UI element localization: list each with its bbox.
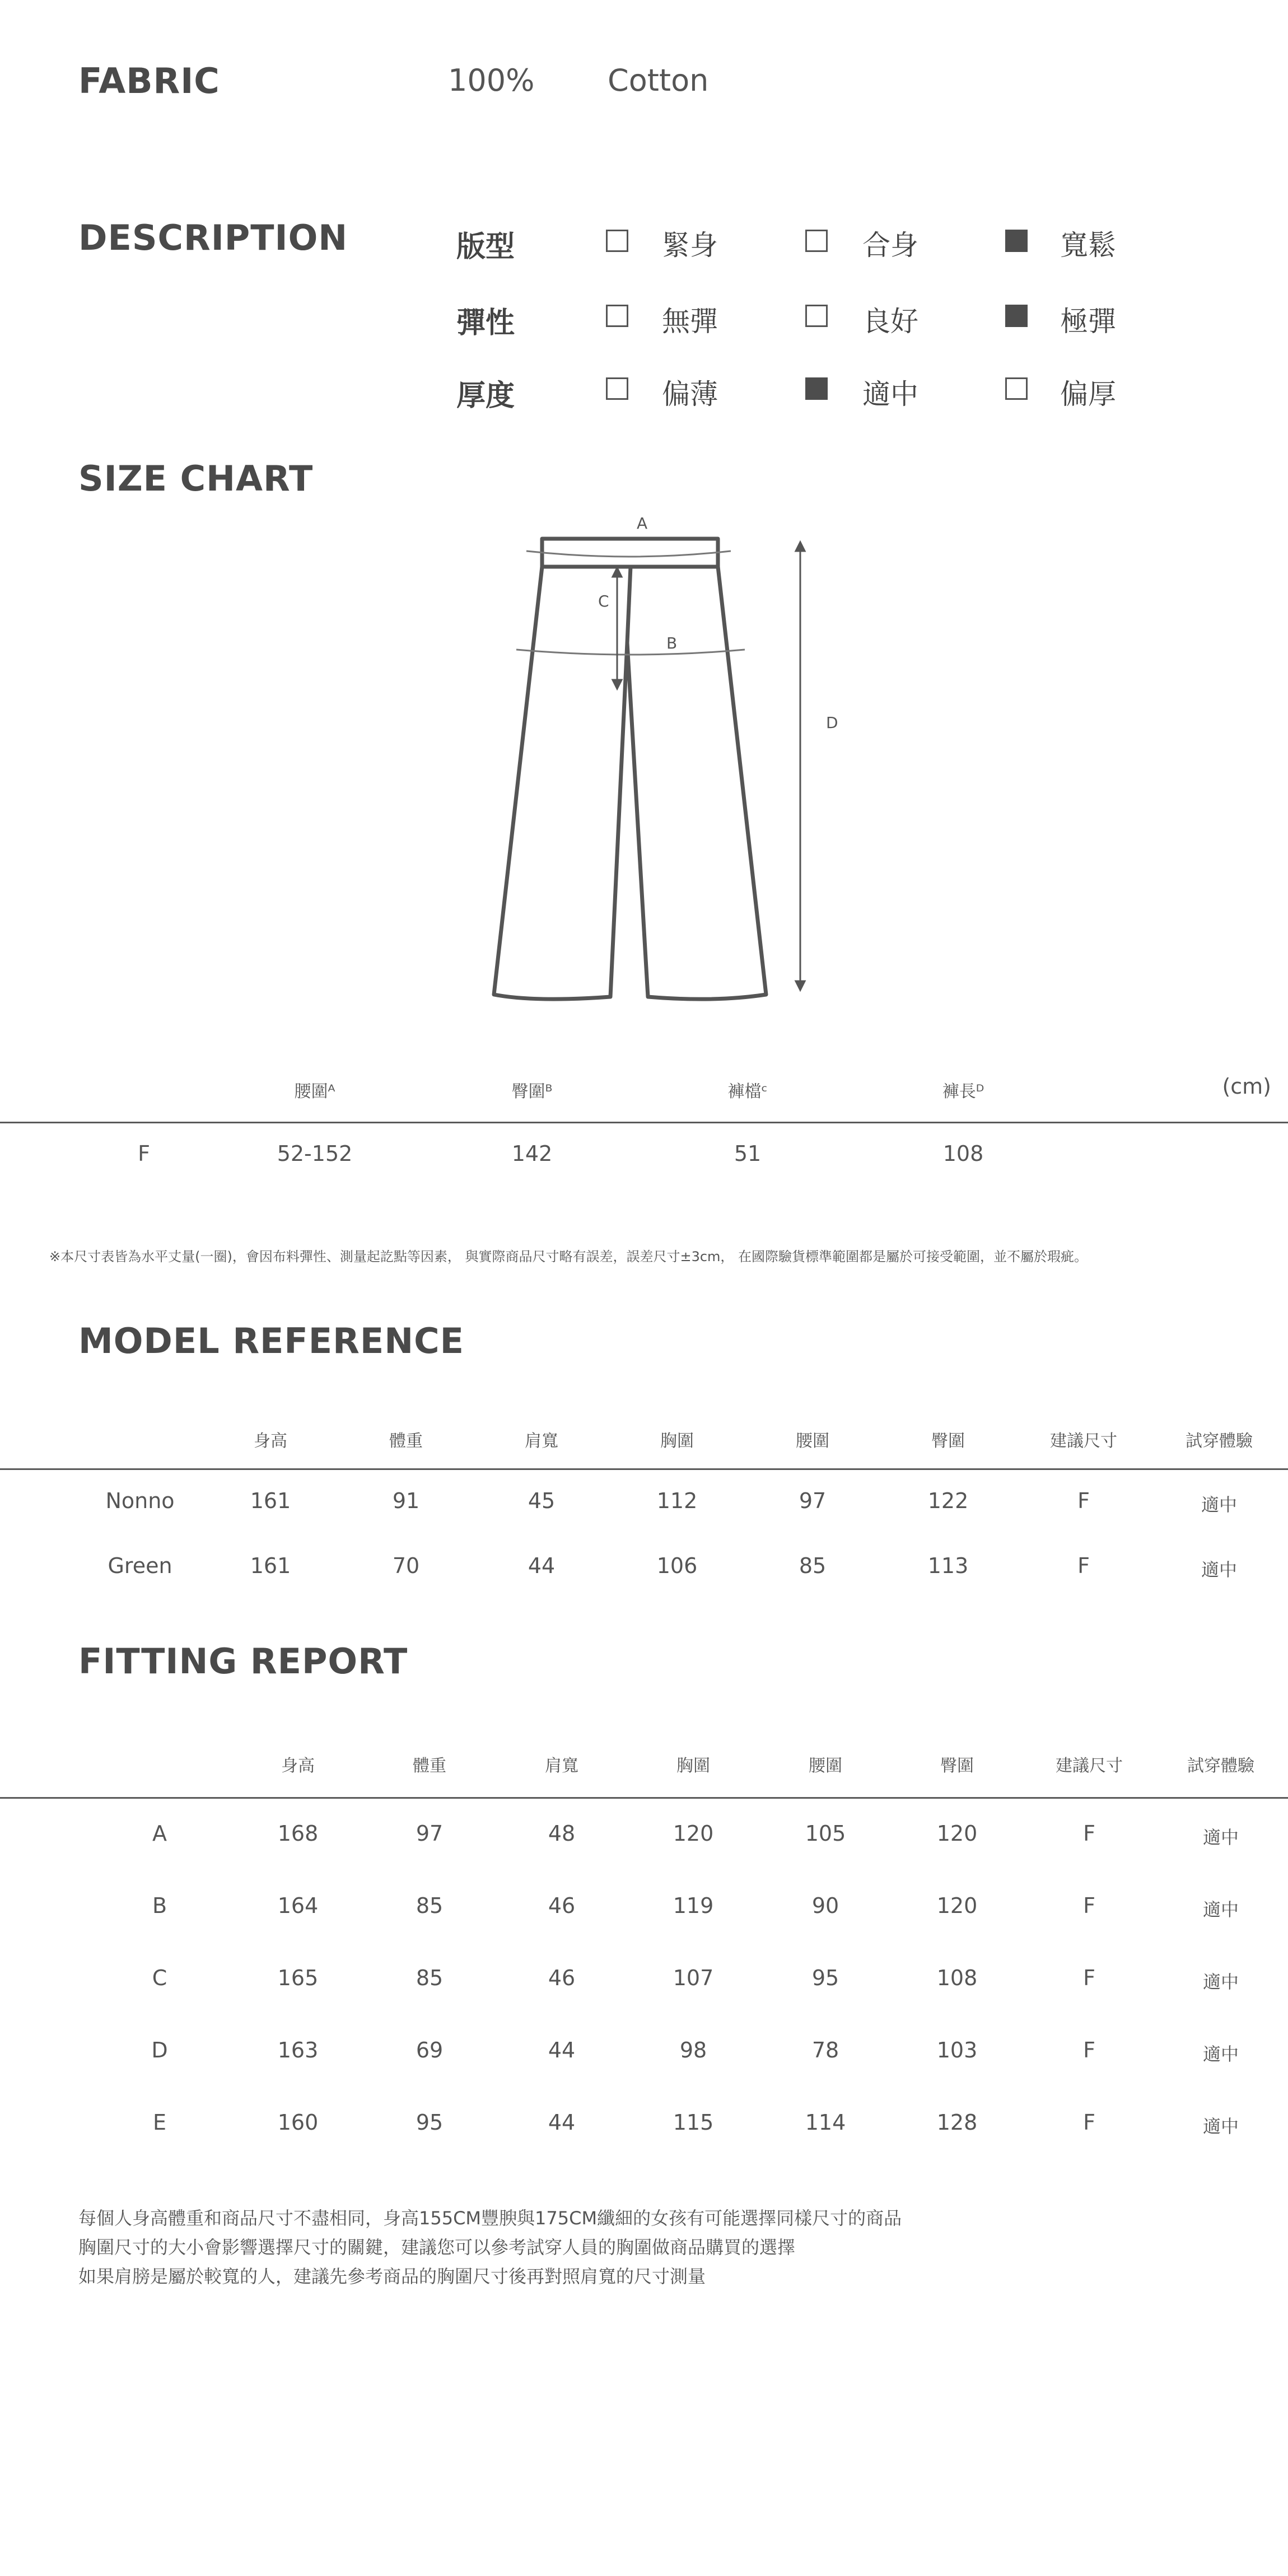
model-cell: 85 [799,1553,827,1578]
fit-cell: 114 [805,2110,846,2135]
size-cell-rise: 51 [734,1141,762,1166]
fit-cell: 163 [277,2038,319,2062]
fit-cell: 164 [277,1893,319,1918]
model-cell: 97 [799,1488,827,1513]
fit-header-height: 身高 [281,1756,315,1776]
diagram-label-a: A [637,514,648,533]
size-cell-waist: 52-152 [277,1141,353,1166]
size-header-hip: 臀圍ᴮ [511,1082,553,1102]
fit-cell: 85 [416,1966,444,1990]
model-cell: F [1077,1488,1090,1513]
model-cell: 45 [528,1488,556,1513]
fit-header-bust: 胸圍 [676,1756,710,1776]
size-cell-hip: 142 [511,1141,553,1166]
fit-header-shoulder: 肩寬 [545,1756,578,1776]
model-cell: 適中 [1201,1559,1238,1580]
model-cell: 112 [656,1488,698,1513]
size-header-waist: 腰圍ᴬ [294,1082,335,1102]
fit-cell: 48 [548,1821,576,1846]
fit-cell: 69 [416,2038,444,2062]
model-header-hip: 臀圍 [931,1431,965,1451]
fit-cell: 168 [277,1821,319,1846]
description-title: DESCRIPTION [78,217,348,258]
diagram-label-b: B [666,634,678,652]
fit-cell: 108 [936,1966,978,1990]
model-header-bust: 胸圍 [660,1431,694,1451]
size-chart-note: ※本尺寸表皆為水平丈量(一圈)，會因布料彈性、測量起訖點等因素， 與實際商品尺寸略有誤差，誤差尺寸±3cm， 在國際驗貨標準範圍都是屬於可接受範圍，並不屬於瑕疵。 [49,1249,1088,1264]
model-header-waist: 腰圍 [796,1431,829,1451]
fit-cell: 適中 [1202,2116,1239,2137]
fit-header-suggested-size: 建議尺寸 [1056,1756,1123,1776]
size-table-rule [0,1122,1288,1123]
model-header-weight: 體重 [389,1431,423,1451]
fit-row-name: E [152,2110,167,2135]
fit-cell: 46 [548,1893,576,1918]
fit-row-name: D [151,2038,168,2062]
size-chart-title: SIZE CHART [78,458,314,499]
fit-cell: 97 [416,1821,444,1846]
fit-header-waist: 腰圍 [809,1756,842,1776]
model-header-suggested-size: 建議尺寸 [1050,1431,1117,1451]
model-cell: 122 [927,1488,969,1513]
fitting-note-line: 每個人身高體重和商品尺寸不盡相同，身高155CM豐腴與175CM纖細的女孩有可能選擇同樣尺寸的商品 [78,2208,902,2229]
model-cell: 44 [528,1553,556,1578]
fit-cell: F [1083,2038,1095,2062]
fit-cell: 120 [936,1821,978,1846]
fit-row-name: B [152,1893,167,1918]
option-thickness-medium: 適中 [862,378,918,410]
desc-label-fit: 版型 [456,230,515,264]
option-thickness-thin: 偏薄 [662,378,718,410]
fit-cell: 160 [277,2110,319,2135]
fit-cell: F [1083,1966,1095,1990]
size-header-length: 褲長ᴰ [942,1082,984,1102]
model-cell: F [1077,1553,1090,1578]
model-table-rule [0,1468,1288,1470]
fit-cell: 95 [416,2110,444,2135]
option-fit-loose: 寬鬆 [1060,229,1116,262]
fit-cell: 78 [811,2038,839,2062]
fit-cell: 46 [548,1966,576,1990]
model-cell: 106 [656,1553,698,1578]
model-cell: 161 [250,1553,291,1578]
fit-header-hip: 臀圍 [940,1756,974,1776]
pants-diagram [0,0,1288,1019]
model-cell: 70 [392,1553,420,1578]
fit-cell: 128 [936,2110,978,2135]
fit-cell: 119 [673,1893,714,1918]
model-cell: 91 [392,1488,420,1513]
model-cell: 161 [250,1488,291,1513]
fit-row-name: A [152,1821,167,1846]
fit-cell: 適中 [1202,1971,1239,1992]
fit-cell: 44 [548,2038,576,2062]
fitting-table-rule [0,1797,1288,1799]
option-thickness-thick: 偏厚 [1060,378,1116,410]
size-unit: (cm) [1222,1074,1271,1099]
fit-cell: 165 [277,1966,319,1990]
fit-cell: 120 [936,1893,978,1918]
model-name: Green [108,1553,172,1578]
fit-cell: 107 [673,1966,714,1990]
diagram-label-d: D [826,713,838,732]
fabric-percent: 100% [448,63,535,98]
desc-label-stretch: 彈性 [456,306,515,340]
size-cell-length: 108 [942,1141,984,1166]
option-stretch-none: 無彈 [662,305,718,338]
model-header-height: 身高 [254,1431,287,1451]
desc-label-thickness: 厚度 [456,379,515,413]
model-header-fit-experience: 試穿體驗 [1186,1431,1253,1451]
fitting-report-title: FITTING REPORT [78,1641,408,1682]
fit-cell: F [1083,1893,1095,1918]
fit-cell: 85 [416,1893,444,1918]
model-reference-title: MODEL REFERENCE [78,1320,464,1361]
option-fit-tight: 緊身 [662,229,718,262]
fit-cell: 115 [673,2110,714,2135]
model-header-shoulder: 肩寬 [525,1431,558,1451]
fit-cell: 95 [811,1966,839,1990]
size-row-label: F [138,1141,150,1166]
fit-header-weight: 體重 [413,1756,446,1776]
size-header-rise: 褲檔ᶜ [727,1082,768,1102]
fit-cell: 120 [673,1821,714,1846]
fit-cell: F [1083,2110,1095,2135]
diagram-label-c: C [598,592,609,610]
fit-cell: 適中 [1202,1899,1239,1920]
fit-cell: 90 [811,1893,839,1918]
fabric-title: FABRIC [78,60,220,101]
fitting-note-line: 如果肩膀是屬於較寬的人，建議先參考商品的胸圍尺寸後再對照肩寬的尺寸測量 [78,2266,706,2287]
model-cell: 113 [927,1553,969,1578]
fit-cell: 103 [936,2038,978,2062]
fitting-note-line: 胸圍尺寸的大小會影響選擇尺寸的關鍵，建議您可以參考試穿人員的胸圍做商品購買的選擇 [78,2237,796,2258]
fit-cell: F [1083,1821,1095,1846]
model-name: Nonno [105,1488,175,1513]
option-fit-regular: 合身 [862,229,918,262]
fit-cell: 適中 [1202,1827,1239,1848]
fit-cell: 44 [548,2110,576,2135]
fit-cell: 98 [679,2038,707,2062]
fabric-material: Cotton [608,63,709,98]
fit-row-name: C [152,1966,167,1990]
option-stretch-good: 良好 [862,305,918,338]
model-cell: 適中 [1201,1494,1238,1515]
fit-cell: 105 [805,1821,846,1846]
option-stretch-high: 極彈 [1060,305,1116,338]
fit-cell: 適中 [1202,2043,1239,2065]
fit-header-fit-experience: 試穿體驗 [1187,1756,1254,1776]
